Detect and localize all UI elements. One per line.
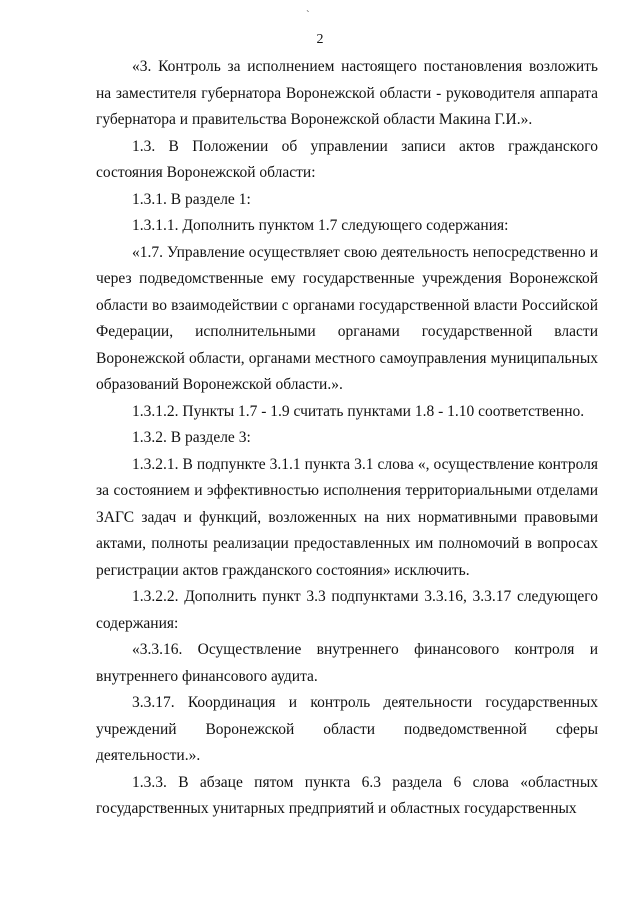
paragraph-1-3-1: 1.3.1. В разделе 1: <box>132 190 251 208</box>
paragraph-1-3: 1.3. В Положении об управлении записи актов гражданского состояния Воронежской области: <box>96 137 598 181</box>
paragraph-3-3-16: «3.3.16. Осуществление внутреннего финансового контроля и внутреннего финансового аудита. <box>96 641 598 685</box>
paragraph-1-7-quote: «1.7. Управление осуществляет свою деятельность непосредственно и через подведомственные ему государственные учреждения Воронежской области во взаимодействии с органами государственной власти Российской Федерации, исполнительными органами государственной власти Воронежской области, органами местного самоуправления муниципальных образований Воронежской области.». <box>96 243 598 393</box>
paragraph-1-3-1-2: 1.3.1.2. Пункты 1.7 - 1.9 считать пунктами 1.8 - 1.10 соответственно. <box>132 402 585 420</box>
page-number: 2 <box>316 32 324 47</box>
paragraph-1-3-2: 1.3.2. В разделе 3: <box>132 429 251 446</box>
paragraph-control-clause: «3. Контроль за исполнением настоящего постановления возложить на заместителя губернатора Воронежской области - руководителя аппарата губернатора и правительства Воронежской области Макина Г.И.». <box>96 58 598 128</box>
paragraph-1-3-1-1: 1.3.1.1. Дополнить пунктом 1.7 следующего содержания: <box>132 217 509 234</box>
paragraph-1-3-2-2: 1.3.2.2. Дополнить пункт 3.3 подпунктами 3.3.16, 3.3.17 следующего содержания: <box>96 588 598 632</box>
document-body <box>96 54 598 823</box>
paragraph-3-3-17: 3.3.17. Координация и контроль деятельности государственных учреждений Воронежской области подведомственной сферы деятельности.». <box>96 694 598 764</box>
paragraph-1-3-3: 1.3.3. В абзаце пятом пункта 6.3 раздела 6 слова «областных государственных унитарных предприятий и областных государственных <box>96 773 598 817</box>
paragraph-1-3-2-1: 1.3.2.1. В подпункте 3.1.1 пункта 3.1 слова «, осуществление контроля за состоянием и эффективностью исполнения территориальными отделами ЗАГС задач и функций, возложенных на них нормативными правовыми актами, полноты реализации предоставленных им полномочий в вопросах регистрации актов гражданского состояния» исключить. <box>96 455 598 579</box>
scan-mark: ` <box>306 9 310 21</box>
